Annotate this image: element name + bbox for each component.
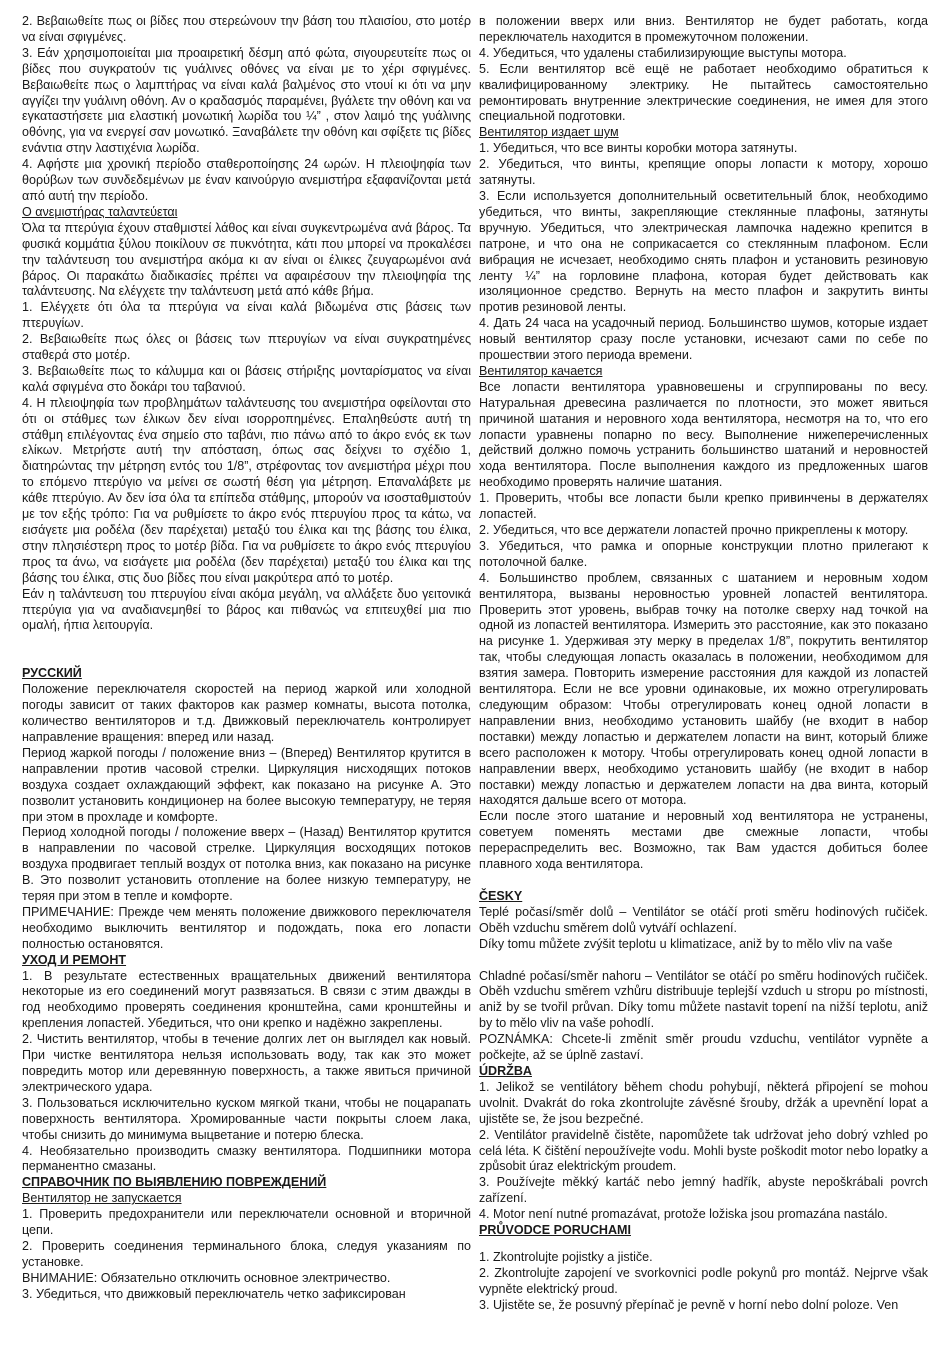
paragraph: 3. Βεβαιωθείτε πως το κάλυμμα και οι βάσεις στήριξης μονταρίσματος να είναι καλά σφιγμένα στο δοκάρι του ταβανιού.: [22, 363, 471, 394]
paragraph: 2. Проверить соединения терминального блока, следуя указаниям по установке.: [22, 1238, 471, 1269]
paragraph: Όλα τα πτερύγια έχουν σταθμιστεί λάθος και είναι συγκεντρωμένα ανά βάρος. Τα φυσικά κομμάτια ξύλου ποικίλουν σε πυκνότητα, κάτι που μπορεί να προκαλέσει την ταλάντευση του ανεμιστήρα ακόμα κι αν είναι οι έλικες ζευγαρωμένοι ανά βάρος. Οι παρακάτω διαδικασίες πρέπει να αφαιρέσουν την πλειοψηφία της ταλάντευσης. Να ελέγχετε την ταλάντευση μετά από κάθε βήμα.: [22, 220, 471, 299]
paragraph: Εάν η ταλάντευση του πτερυγίου είναι ακόμα μεγάλη, να αλλάξετε δυο γειτονικά πτερύγια για να αναδιανεμηθεί το βάρος και πιθανώς να επιτευχθεί μια πιο ομαλή, ήπια λειτουργία.: [22, 586, 471, 633]
paragraph: 3. Εάν χρησιμοποιείται μια προαιρετική δέσμη από φώτα, σιγουρευτείτε πως οι βίδες που συγκρατούν τις γυάλινες οθόνες να είναι με το χέρι σφιγμένες. Βεβαιωθείτε πως ο λαμπτήρας να είναι καλά βαλμένος στο ντουί κι ότι να μην αγγίζει την γυάλινη οθόνη. Αν ο κραδασμός παραμένει, βγάλετε την οθόνη και να εγκαταστήσετε μια ελαστική μονωτική λωρίδα του ¼” , στον λαιμό της γυάλινης οθόνης, για να ενεργεί σαν μονωτικό. Ξαναβάλετε την οθόνη και σφίξετε τις βίδες ενάντια στην λαστιχένια λωρίδα.: [22, 45, 471, 156]
paragraph: 2. Убедиться, что винты, крепящие опоры лопасти к мотору, хорошо затянуты.: [479, 157, 928, 188]
paragraph: 2. Zkontrolujte zapojení ve svorkovnici podle pokynů pro montáž. Nejprve však vypněte elektrický proud.: [479, 1265, 928, 1296]
paragraph: 3. Používejte měkký kartáč nebo jemný hadřík, abyste nepoškrábali povrch zařízení.: [479, 1175, 928, 1206]
section-heading: СПРАВОЧНИК ПО ВЫЯВЛЕНИЮ ПОВРЕЖДЕНИЙ: [22, 1175, 327, 1190]
paragraph: 4. Motor není nutné promazávat, protože ložiska jsou promazána nastálo.: [479, 1207, 888, 1222]
paragraph: Период холодной погоды / положение вверх – (Назад) Вентилятор крутится в направлении по часовой стрелке. Циркуляция восходящих потоков воздуха продвигает теплый воздух от потолка вниз, как показано на рисунке В. Это позволит установить отопление на более низкую температуру, не теряя при этом в тепле и комфорте.: [22, 825, 471, 904]
paragraph: Все лопасти вентилятора уравновешены и сгруппированы по весу. Натуральная древесина различается по плотности, это может явиться причиной шатания и неровного хода вентилятора, несмотря на то, что его лопасти уравнены попарно по весу. Выполнение нижеперечисленных действий должно помочь устранить большинство шатаний и неровностей хода вентилятора. После выполнения каждого из предложенных шагов необходимо проверять наличие шатания.: [479, 379, 928, 490]
paragraph: 1. В результате естественных вращательных движений вентилятора некоторые из его соединений могут развязаться. В связи с этим дважды в год необходимо проверять соединения кронштейна, сами кронштейны и крепления лопастей. Убедиться, что они крепко и надёжно закреплены.: [22, 968, 471, 1031]
paragraph: 3. Убедиться, что движковый переключатель четко зафиксирован: [22, 1286, 406, 1301]
paragraph: ВНИМАНИЕ: Обязательно отключить основное электричество.: [22, 1270, 391, 1285]
paragraph: 1. Ελέγχετε ότι όλα τα πτερύγια να είναι καλά βιδωμένα στις βάσεις των πτερυγίων.: [22, 300, 471, 331]
section-heading: УХОД И РЕМОНТ: [22, 952, 127, 967]
paragraph: 3. Пользоваться исключительно куском мягкой ткани, чтобы не поцарапать поверхность вентилятора. Хромированные части покрыты слоем лака, чтобы снизить до минимума выцветание и потерю блеска.: [22, 1095, 471, 1142]
paragraph: 2. Βεβαιωθείτε πως όλες οι βάσεις των πτερυγίων να είναι συγκρατημένες σταθερά στο μοτέρ.: [22, 332, 471, 363]
spacer: [22, 634, 471, 650]
paragraph: 4. Αφήστε μια χρονική περίοδο σταθεροποίησης 24 ωρών. Η πλειοψηφία των θορύβων των συνδεδεμένων με έναν καινούργιο ανεμιστήρα εξαφανίζονται μετά από αυτή την περίοδο.: [22, 157, 471, 203]
paragraph: 2. Βεβαιωθείτε πως οι βίδες που στερεώνουν την βάση του πλαισίου, στο μοτέρ να είναι σφιγμένες.: [22, 14, 471, 44]
paragraph: 4. Большинство проблем, связанных с шатанием и неровным ходом вентилятора, вызваны неровностью уровней лопастей вентилятора. Проверить этот уровень, выбрав точку на потолке сверху над точкой на одной из лопастей вентилятора. Измерить это расстояние, как это показано на рисунке 1. Удерживая эту мерку в пределах 1/8”, покрутить вентилятор так, чтобы следующая лопасть оказалась в положении, необходимом для взятия замера. Повторить измерение расстояния для каждой из лопастей вентилятора. Если не все уровни одинаковые, их можно отрегулировать следующим образом: Чтобы отрегулировать конец одной лопасти в направлении вниз, необходимо установить шайбу (не входит в набор поставки) между лопастью и держателем лопасти на винт, который ближе всего расположен к мотору. Чтобы отрегулировать конец одной лопасти в направлении вверх, необходимо установить шайбу (не входит в набор поставки) между лопастью и держателем лопасти на два винта, который находятся дальше всего от мотора.: [479, 570, 928, 808]
section-heading: ÚDRŽBA: [479, 1064, 532, 1078]
paragraph: 4. Необязательно производить смазку вентилятора. Подшипники мотора перманентно смазаны.: [22, 1143, 471, 1174]
paragraph: Положение переключателя скоростей на период жаркой или холодной погоды зависит от таких факторов как размер комнаты, высота потолка, количество вентиляторов и т.д. Движковый переключатель контролирует направление вращения: вперед или назад.: [22, 682, 471, 744]
paragraph: Если после этого шатание и неровный ход вентилятора не устранены, советуем поменять местами две смежные лопасти, чтобы перераспределить вес. Возможно, так Вам удастся добиться более плавного хода вентилятора.: [479, 809, 928, 872]
paragraph: Chladné počasí/směr nahoru – Ventilátor se otáčí po směru hodinových ručiček. Oběh vzduchu směrem vzhůru distribuuje teplejší vzduch u stropu po místnosti, aniž by se tvořil průvan. Díky tomu můžete nastavit topení na nižší teplotu, aniž by to mělo vliv na vaše pohodlí.: [479, 968, 928, 1031]
paragraph: 1. Jelikož se ventilátory během chodu pohybují, některá připojení se mohou uvolnit. Dvakrát do roka zkontrolujte závěsné šrouby, držák a upevnění lopat a ujistěte se, že jsou bezpečné.: [479, 1079, 928, 1126]
section-heading: PRŮVODCE PORUCHAMI: [479, 1223, 631, 1238]
paragraph: 1. Zkontrolujte pojistky a jističe.: [479, 1249, 653, 1264]
paragraph: 3. Убедиться, что рамка и опорные конструкции плотно прилегают к потолочной балке.: [479, 538, 928, 569]
paragraph: 4. Дать 24 часа на усадочный период. Большинство шумов, которые издает новый вентилятор сразу после установки, исчезают сами по себе по прошествии этого периода времени.: [479, 316, 928, 363]
section-heading: ČESKY: [479, 888, 523, 903]
spacer: [479, 1239, 928, 1250]
paragraph: 1. Убедиться, что все винты коробки мотора затянуты.: [479, 141, 798, 156]
spacer: [479, 873, 928, 889]
paragraph: Период жаркой погоды / положение вниз – (Вперед) Вентилятор крутится в направлении против часовой стрелки. Циркуляция нисходящих потоков воздуха создает охлаждающий эффект, как показано на рисунке А. Это позволит установить кондиционер на более высокую температуру, не теряя при этом в прохладе и комфорте.: [22, 745, 471, 824]
subsection-heading: Вентилятор издает шум: [479, 125, 619, 140]
paragraph: 1. Проверить, чтобы все лопасти были крепко привинчены в держателях лопастей.: [479, 491, 928, 522]
spacer: [479, 953, 928, 969]
paragraph: 3. Если используется дополнительный осветительный блок, необходимо убедиться, что винты, закрепляющие стеклянные плафоны, затянуты вручную. Убедиться, что электрическая лампочка надежно крепится в патроне, и что она не соприкасается со стеклянным плафоном. Если вибрация не исчезает, необходимо снять плафон и установить резиновую ленту ¼” на горловине плафона, которая будет действовать как изоляционное средство. Вернуть на место плафон и закрутить винты против резиновой ленты.: [479, 188, 928, 315]
paragraph: Díky tomu můžete zvýšit teplotu u klimatizace, aniž by to mělo vliv na vaše: [479, 936, 893, 951]
paragraph: ПРИМЕЧАНИЕ: Прежде чем менять положение движкового переключателя необходимо выключить вентилятор и подождать, пока его лопасти полностью остановятся.: [22, 904, 471, 951]
paragraph: в положении вверх или вниз. Вентилятор не будет работать, когда переключатель находится в промежуточном положении.: [479, 14, 928, 44]
paragraph: 2. Убедиться, что все держатели лопастей прочно прикреплены к мотору.: [479, 523, 909, 537]
right-column: [479, 14, 928, 1360]
left-column: [22, 14, 471, 1360]
subsection-heading: Вентилятор не запускается: [22, 1191, 182, 1206]
subsection-heading: Вентилятор качается: [479, 363, 603, 378]
section-heading: РУССКИЙ: [22, 666, 82, 681]
paragraph: 3. Ujistěte se, že posuvný přepínač je pevně v horní nebo dolní poloze. Ven: [479, 1297, 899, 1312]
paragraph: 4. Убедиться, что удалены стабилизирующие выступы мотора.: [479, 45, 847, 60]
paragraph: Teplé počasí/směr dolů – Ventilátor se otáčí proti směru hodinových ručiček. Oběh vzduchu směrem dolů vytváří ochlazení.: [479, 904, 928, 935]
paragraph: 1. Проверить предохранители или переключатели основной и вторичной цепи.: [22, 1207, 471, 1238]
subsection-heading: Ο ανεμιστήρας ταλαντεύεται: [22, 204, 178, 219]
paragraph: 2. Ventilátor pravidelně čistěte, napomůžete tak udržovat jeho dobrý vzhled po celá léta. K čištění nepoužívejte vodu. Mohli byste poškodit motor nebo lopatky a způsobit úraz elektrickým proudem.: [479, 1127, 928, 1174]
paragraph: POZNÁMKA: Chcete-li změnit směr proudu vzduchu, ventilátor vypněte a počkejte, až se úplně zastaví.: [479, 1032, 928, 1063]
paragraph: 5. Если вентилятор всё ещё не работает необходимо обратиться к квалифицированному электрику. Не пытайтесь самостоятельно ремонтировать внутренние электрические соединения, не имея для этого специальной подготовки.: [479, 61, 928, 124]
spacer: [22, 650, 471, 666]
paragraph: 2. Чистить вентилятор, чтобы в течение долгих лет он выглядел как новый. При чистке вентилятора нельзя использовать воду, так как это может повредить мотор или деревянную поверхность, а также явиться причиной электрического удара.: [22, 1032, 471, 1094]
paragraph: 4. Η πλειοψηφία των προβλημάτων ταλάντευσης του ανεμιστήρα οφείλονται στο ότι οι στάθμες των έλικων δεν είναι ισορροπημένες. Επαληθεύστε αυτή τη στάθμη επιλέγοντας ένα σημείο στο ταβάνι, πιο πάνω από το άκρο ενός εκ των ελίκων. Μετρήστε αυτή την απόσταση, όπως σας δείχνει το σχέδιο 1, διατηρώντας την μέτρηση εντός του 1/8”, στρέφοντας τον ανεμιστήρα μέχρι που το επόμενο πτερύγιο να μείνει σε σωστή θέση για μέτρηση. Επαναλάβετε με κάθε πτερύγιο. Αν δεν ίσα όλα τα επίπεδα στάθμης, μπορούν να ισοσταθμιστούν με τον εξής τρόπο: Για να ρυθμίσετε το άκρο ενός πτερυγίου προς τα κάτω, να εισάγετε μια ροδέλα (δεν παρέχεται) μεταξύ του έλικα και της βάσης του έλικα, στην πλησιέστερη προς το μοτέρ βίδα. Για να ρυθμίσετε το άκρο ενός πτερυγίου προς τα άνω, να εισάγετε μια ροδέλα (δεν παρέχεται) μεταξύ του έλικα και της βάσης του έλικα, στις δυο βίδες που είναι μακρύτερα από το μοτέρ.: [22, 395, 471, 585]
